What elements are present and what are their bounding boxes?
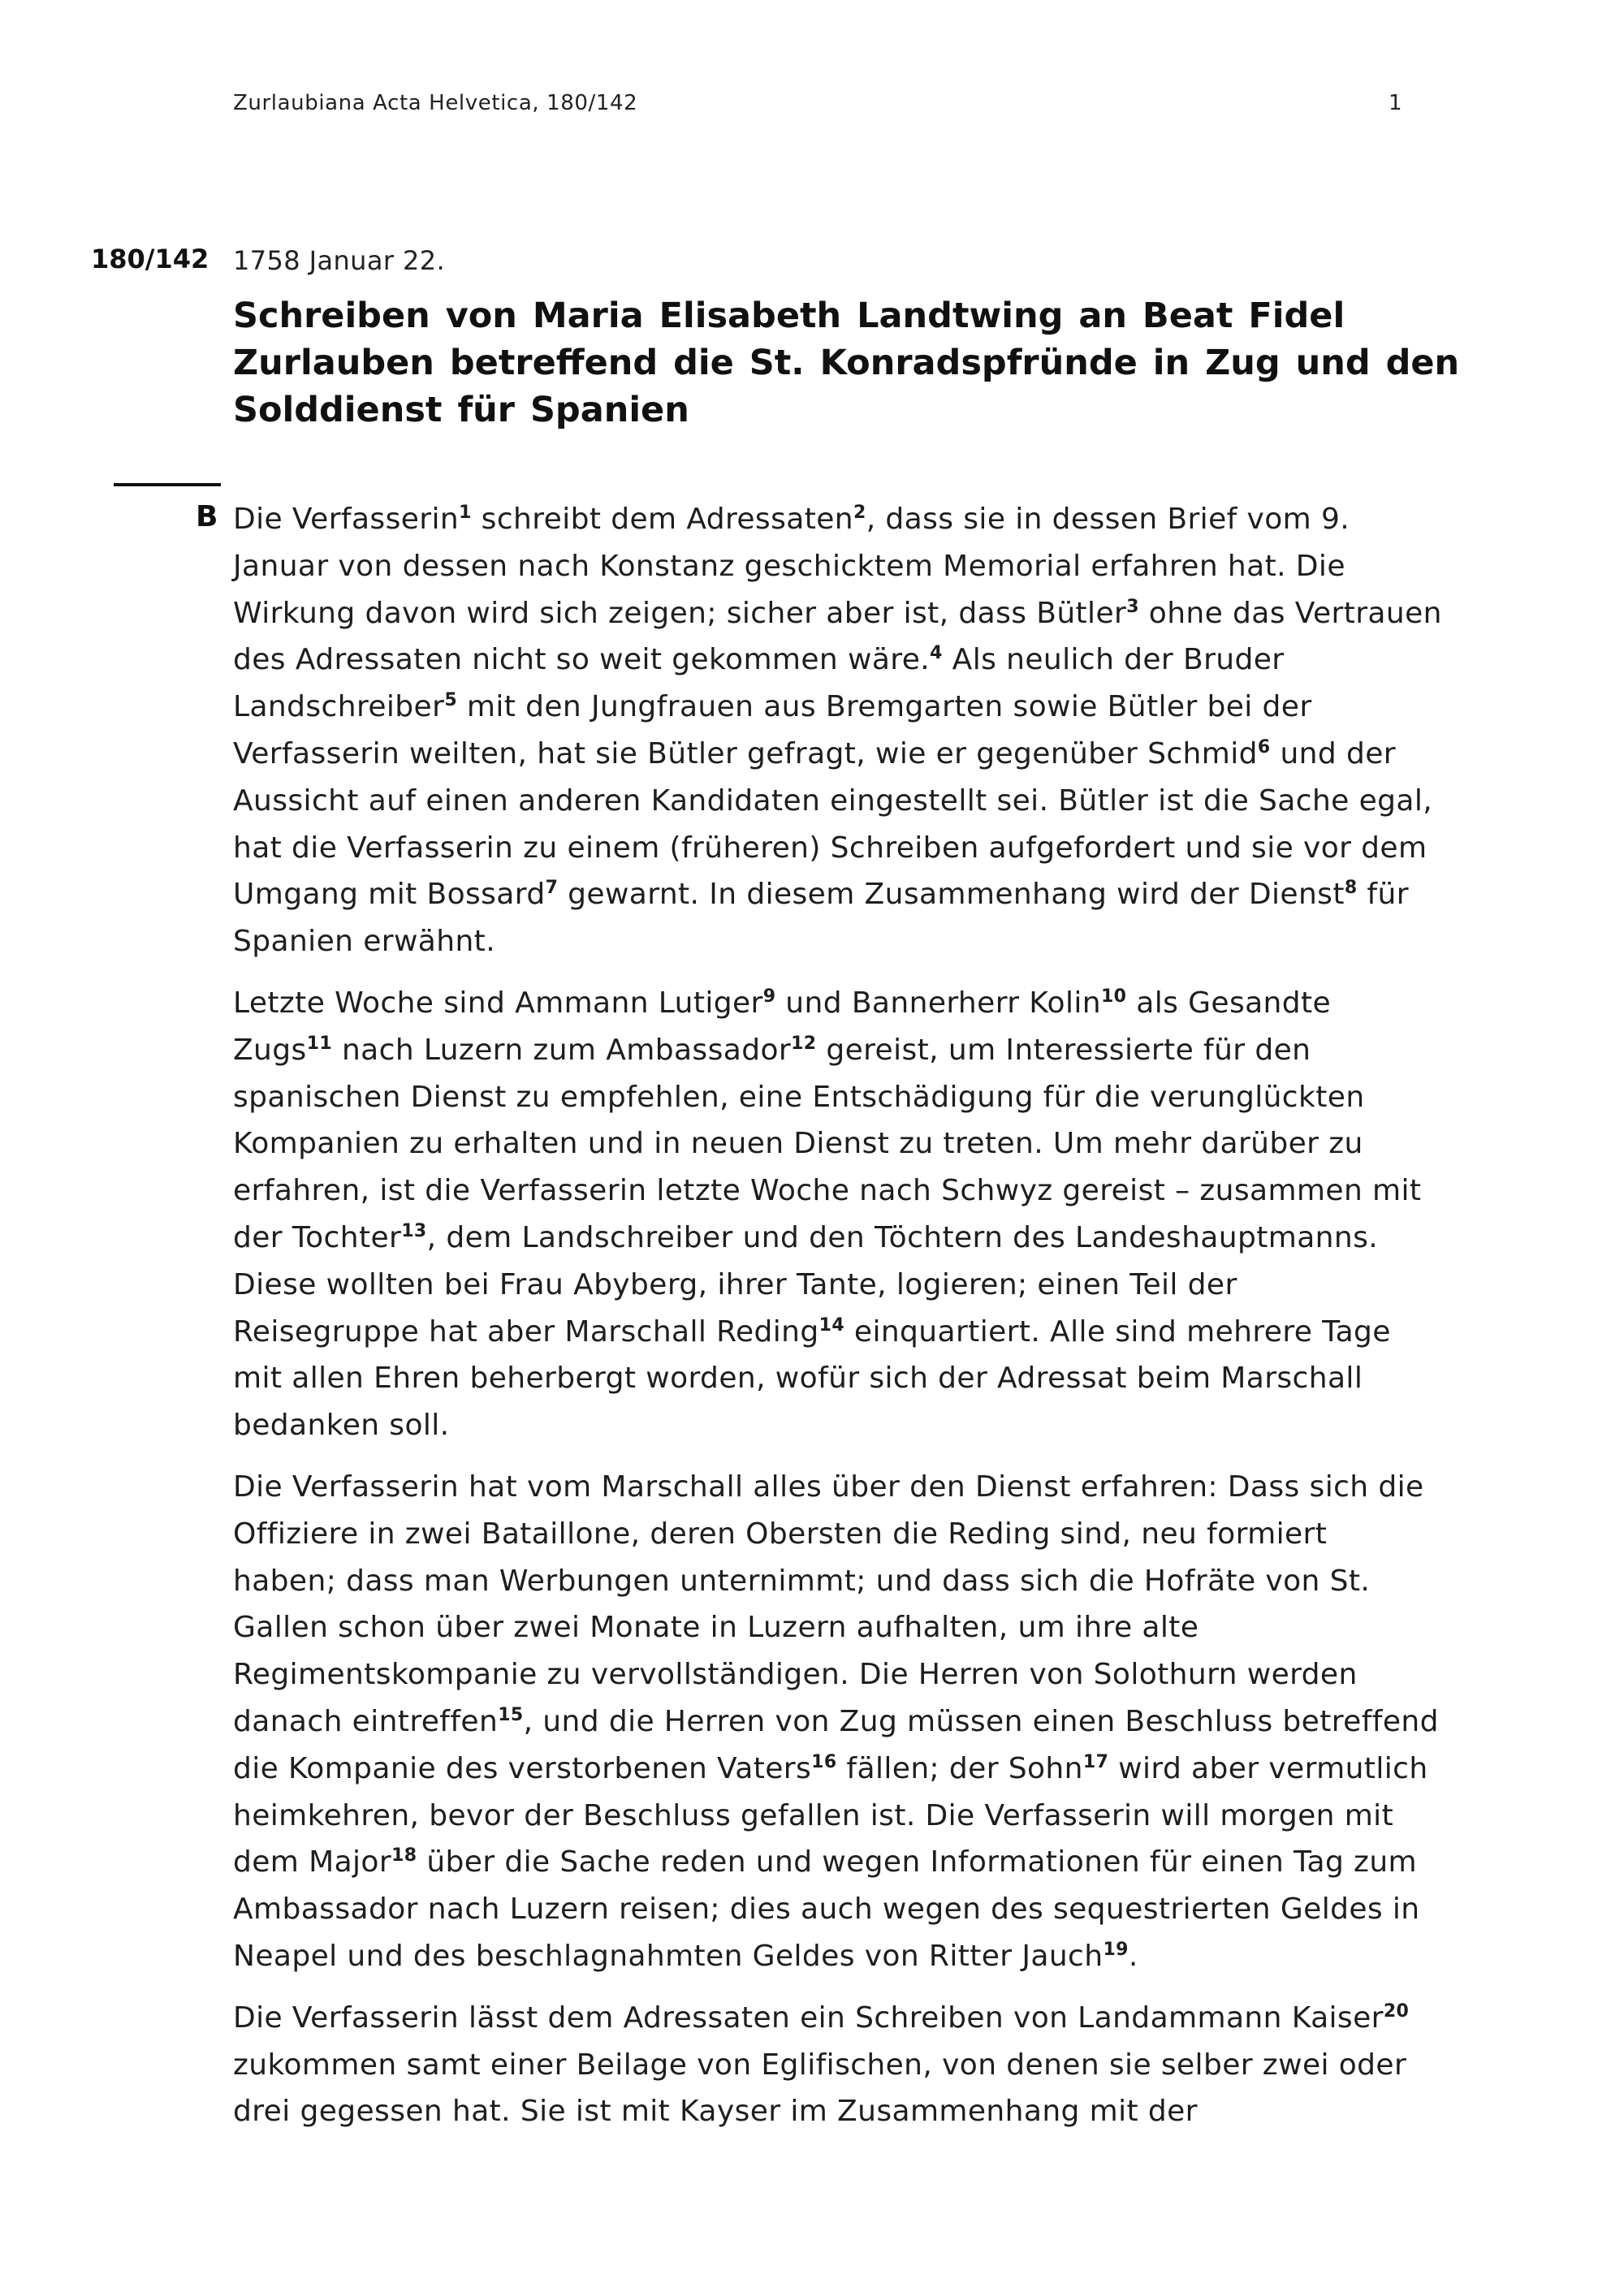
- text-line: der Tochter$^{13}$, dem Landschreiber und den Töchtern des Landeshauptmanns.: [233, 1220, 1379, 1254]
- document-number: 180/142: [91, 244, 209, 274]
- footnote-marker: 20: [1383, 2000, 1410, 2022]
- text-line: Die Verfasserin$^1$ schreibt dem Adressaten$^2$, dass sie in dessen Brief vom 9.: [233, 503, 1350, 536]
- body-paragraph: [233, 1464, 1439, 1980]
- text-line: Regimentskompanie zu vervollständigen. Die Herren von Solothurn werden: [233, 1658, 1358, 1692]
- document-title: [233, 292, 1460, 434]
- text-line: danach eintreffen$^{15}$, und die Herren von Zug müssen einen Beschluss betreffend: [233, 1704, 1439, 1738]
- footnote-marker: 16: [811, 1751, 837, 1772]
- footnote-marker: 15: [498, 1704, 524, 1725]
- text-line: Verfasserin weilten, hat sie Bütler gefragt, wie er gegenüber Schmid$^6$ und der: [233, 736, 1396, 770]
- text-line: Die Verfasserin hat vom Marschall alles über den Dienst erfahren: Dass sich die: [233, 1470, 1424, 1504]
- footnote-marker: 4: [930, 643, 943, 664]
- body-paragraph: [233, 496, 1442, 965]
- text-line: Umgang mit Bossard$^7$ gewarnt. In diesem Zusammenhang wird der Dienst$^8$ für: [233, 878, 1409, 912]
- section-letter: B: [196, 500, 218, 533]
- text-line: Ambassador nach Luzern reisen; dies auch wegen des sequestrierten Geldes in: [233, 1892, 1420, 1927]
- text-line: hat die Verfasserin zu einem (früheren) Schreiben aufgefordert und sie vor dem: [233, 831, 1427, 865]
- text-line: Aussicht auf einen anderen Kandidaten eingestellt sei. Bütler ist die Sache egal,: [233, 783, 1433, 818]
- footnote-marker: 17: [1082, 1751, 1109, 1772]
- text-line: des Adressaten nicht so weit gekommen wäre.$^4$ Als neulich der Bruder: [233, 643, 1285, 677]
- text-line: dem Major$^{18}$ über die Sache reden und wegen Informationen für einen Tag zum: [233, 1845, 1418, 1880]
- footnote-marker: 2: [853, 503, 866, 523]
- body-paragraph: [233, 980, 1422, 1449]
- text-line: haben; dass man Werbungen unternimmt; und dass sich die Hofräte von St.: [233, 1564, 1371, 1598]
- document-date: 1758 Januar 22.: [233, 245, 446, 276]
- footnote-marker: 12: [791, 1033, 817, 1054]
- text-line: erfahren, ist die Verfasserin letzte Woche nach Schwyz gereist – zusammen mit: [233, 1174, 1422, 1208]
- text-line: Diese wollten bei Frau Abyberg, ihrer Tante, logieren; einen Teil der: [233, 1267, 1237, 1301]
- footnote-marker: 5: [444, 690, 458, 711]
- text-line: Neapel und des beschlagnahmten Geldes von Ritter Jauch$^{19}$.: [233, 1939, 1138, 1973]
- text-line: spanischen Dienst zu empfehlen, eine Entschädigung für die verunglückten: [233, 1080, 1365, 1114]
- footnote-marker: 1: [459, 503, 472, 523]
- text-line: zukommen samt einer Beilage von Eglifischen, von denen sie selber zwei oder: [233, 2048, 1407, 2082]
- page-number: 1: [1389, 91, 1402, 115]
- footnote-marker: 3: [1126, 596, 1139, 617]
- footnote-marker: 6: [1257, 736, 1271, 757]
- title-line: Solddienst für Spanien: [233, 390, 689, 430]
- text-line: Reisegruppe hat aber Marschall Reding$^{14}$ einquartiert. Alle sind mehrere Tage: [233, 1314, 1391, 1349]
- text-line: Spanien erwähnt.: [233, 925, 496, 959]
- text-line: Wirkung davon wird sich zeigen; sicher aber ist, dass Bütler$^3$ ohne das Vertrauen: [233, 596, 1442, 630]
- footnote-marker: 14: [818, 1314, 845, 1336]
- text-line: Offiziere in zwei Bataillone, deren Obersten die Reding sind, neu formiert: [233, 1517, 1328, 1551]
- section-divider-rule: [114, 483, 221, 486]
- title-line: Schreiben von Maria Elisabeth Landtwing an Beat Fidel: [233, 296, 1345, 336]
- text-line: Die Verfasserin lässt dem Adressaten ein Schreiben von Landammann Kaiser$^{20}$: [233, 2000, 1410, 2035]
- footnote-marker: 8: [1344, 878, 1358, 899]
- body-paragraph: [233, 1995, 1419, 2135]
- text-line: drei gegessen hat. Sie ist mit Kayser im Zusammenhang mit der: [233, 2095, 1198, 2129]
- footnote-marker: 7: [545, 878, 559, 899]
- text-line: Gallen schon über zwei Monate in Luzern aufhalten, um ihre alte: [233, 1611, 1199, 1645]
- footnote-marker: 18: [391, 1845, 417, 1867]
- text-line: Zugs$^{11}$ nach Luzern zum Ambassador$^{12}$ gereist, um Interessierte für den: [233, 1033, 1311, 1067]
- footnote-marker: 11: [306, 1033, 333, 1054]
- running-header-title: Zurlaubiana Acta Helvetica, 180/142: [233, 91, 638, 115]
- text-line: Kompanien zu erhalten und in neuen Dienst zu treten. Um mehr darüber zu: [233, 1127, 1363, 1161]
- text-line: die Kompanie des verstorbenen Vaters$^{16}$ fällen; der Sohn$^{17}$ wird aber vermutlich: [233, 1751, 1428, 1785]
- footnote-marker: 9: [762, 986, 776, 1007]
- text-line: mit allen Ehren beherbergt worden, wofür sich der Adressat beim Marschall: [233, 1362, 1363, 1396]
- title-line: Zurlauben betreffend die St. Konradspfründe in Zug und den: [233, 343, 1460, 383]
- text-line: bedanken soll.: [233, 1409, 450, 1443]
- summary-body: [233, 496, 1442, 2150]
- text-line: Landschreiber$^5$ mit den Jungfrauen aus Bremgarten sowie Bütler bei der: [233, 690, 1312, 724]
- footnote-marker: 13: [401, 1220, 427, 1241]
- footnote-marker: 19: [1103, 1939, 1129, 1960]
- text-line: Letzte Woche sind Ammann Lutiger$^9$ und Bannerherr Kolin$^{10}$ als Gesandte: [233, 986, 1332, 1020]
- text-line: Januar von dessen nach Konstanz geschicktem Memorial erfahren hat. Die: [233, 549, 1345, 583]
- text-line: heimkehren, bevor der Beschluss gefallen ist. Die Verfasserin will morgen mit: [233, 1798, 1394, 1832]
- footnote-marker: 10: [1100, 986, 1127, 1007]
